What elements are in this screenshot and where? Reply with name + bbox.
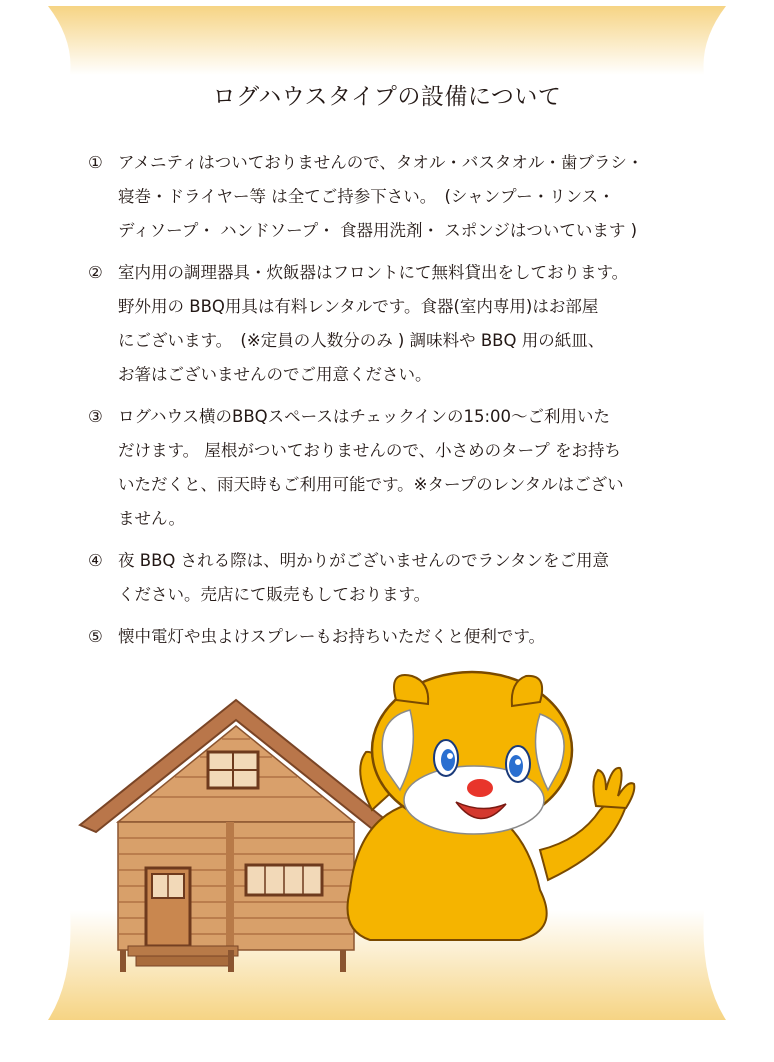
item-text: 寝巻・ドライヤー等 は全てご持参下さい。 (シャンプー・リンス・ [118,187,615,206]
item-text: にございます。 (※定員の人数分のみ ) 調味料や BBQ 用の紙皿、 [118,331,605,350]
item-text: いただくと、雨天時もご利用可能です。※タープのレンタルはござい [118,475,624,494]
item-text: ません。 [118,509,185,528]
item-text: だけます。 屋根がついておりませんので、小さめのタープ をお持ち [118,441,622,460]
item-number: ① [88,153,103,172]
log-cabin-illustration [80,700,392,972]
list-item [88,544,708,612]
list-item [88,146,708,248]
item-text: ディソープ・ ハンドソープ・ 食器用洗剤・ スポンジはついています ) [118,221,638,240]
page-title: ログハウスタイプの設備について [212,84,562,110]
item-text: 室内用の調理器具・炊飯器はフロントにて無料貸出をしております。 [118,263,629,282]
item-number: ⑤ [88,627,103,646]
item-number: ③ [88,407,103,426]
item-number: ② [88,263,103,282]
item-text: ください。売店にて販売もしております。 [118,585,431,604]
item-number: ④ [88,551,103,570]
item-text: アメニティはついておりませんので、タオル・バスタオル・歯ブラシ・ [118,153,644,172]
item-text: 夜 BBQ される際は、明かりがございませんのでランタンをご用意 [118,551,609,570]
list-item [88,256,708,392]
yellow-bear-mascot-waving [348,672,635,940]
item-text: 野外用の BBQ用具は有料レンタルです。食器(室内専用)はお部屋 [118,297,599,316]
illustration [0,640,774,980]
item-text: ログハウス横のBBQスペースはチェックインの15:00～ご利用いた [118,407,611,426]
list-item [88,400,708,536]
item-text: 懐中電灯や虫よけスプレーもお持ちいただくと便利です。 [118,627,546,646]
facility-list [88,146,708,662]
item-text: お箸はございませんのでご用意ください。 [118,365,432,384]
